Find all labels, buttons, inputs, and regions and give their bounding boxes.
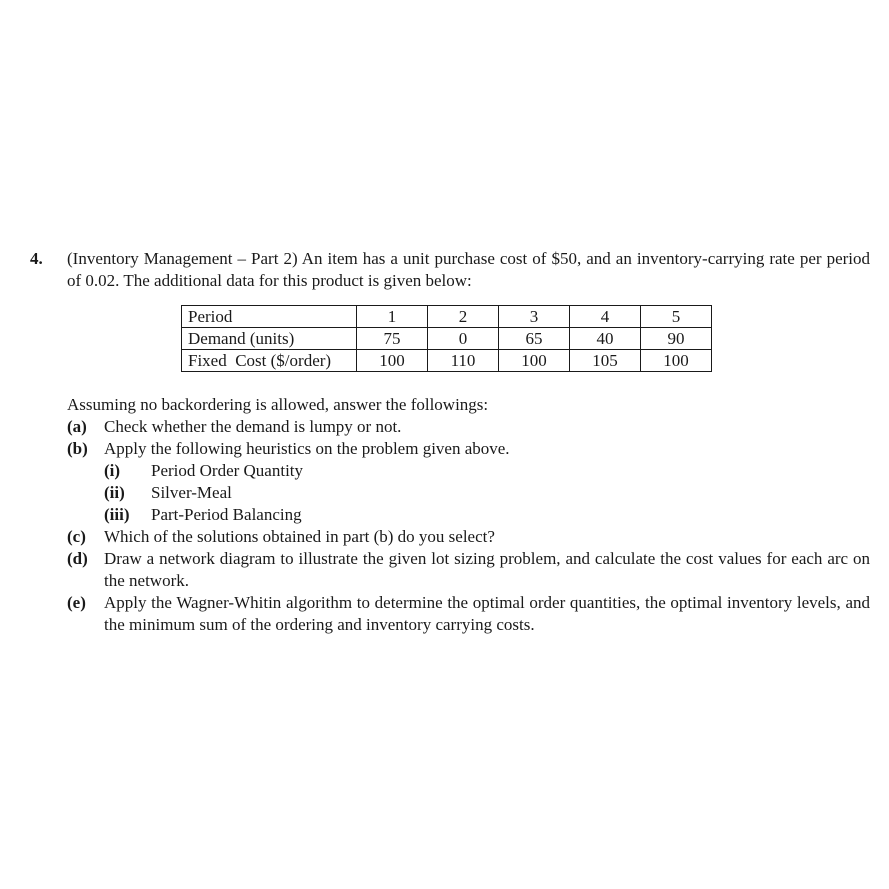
subpart-iii — [104, 504, 870, 526]
part-text: Apply the Wagner-Whitin algorithm to determine the optimal order quantities, the optimal inventory levels, and the minimum sum of the ordering and inventory carrying costs. — [104, 593, 870, 634]
subparts-list — [104, 460, 870, 526]
part-label: (c) — [67, 527, 86, 546]
subpart-ii — [104, 482, 870, 504]
part-label: (a) — [67, 417, 87, 436]
table-cell: 90 — [641, 328, 712, 350]
part-a — [67, 416, 870, 438]
table-row-demand — [182, 328, 712, 350]
row-label-fixed-cost: Fixed Cost ($/order) — [182, 350, 357, 372]
data-table — [181, 305, 712, 372]
row-label-period: Period — [182, 306, 357, 328]
part-text: Which of the solutions obtained in part (b) do you select? — [104, 527, 495, 546]
subpart-label: (i) — [104, 461, 121, 480]
table-cell: 0 — [428, 328, 499, 350]
part-c — [67, 526, 870, 548]
table-cell: 110 — [428, 350, 499, 372]
part-label: (b) — [67, 439, 88, 458]
question-header — [30, 248, 870, 292]
part-text: Apply the following heuristics on the problem given above. — [104, 439, 510, 458]
question-number: 4. — [30, 249, 43, 268]
subpart-text: Silver-Meal — [151, 483, 232, 502]
subpart-label: (iii) — [104, 505, 130, 524]
part-b — [67, 438, 870, 526]
subpart-label: (ii) — [104, 483, 125, 502]
row-label-demand: Demand (units) — [182, 328, 357, 350]
table-cell: 105 — [570, 350, 641, 372]
part-label: (d) — [67, 549, 88, 568]
subpart-text: Period Order Quantity — [151, 461, 304, 480]
part-text: Draw a network diagram to illustrate the given lot sizing problem, and calculate the cost values for each arc on the network. — [104, 549, 870, 590]
table-cell: 100 — [499, 350, 570, 372]
table-row-fixed-cost — [182, 350, 712, 372]
table-row-period — [182, 306, 712, 328]
subpart-i — [104, 460, 870, 482]
table-cell: 100 — [641, 350, 712, 372]
part-e — [67, 592, 870, 636]
table-cell: 3 — [499, 306, 570, 328]
table-cell: 2 — [428, 306, 499, 328]
table-cell: 75 — [357, 328, 428, 350]
question-text: (Inventory Management – Part 2) An item has a unit purchase cost of $50, and an inventory-carrying rate per period of 0.02. The additional data for this product is given below: — [67, 249, 870, 290]
table-cell: 4 — [570, 306, 641, 328]
part-label: (e) — [67, 593, 86, 612]
question-4 — [30, 248, 870, 636]
table-cell: 1 — [357, 306, 428, 328]
part-d — [67, 548, 870, 592]
table-cell: 65 — [499, 328, 570, 350]
instructions-intro: Assuming no backordering is allowed, answer the followings: — [67, 395, 489, 414]
parts-list — [30, 416, 870, 636]
subpart-text: Part-Period Balancing — [151, 505, 302, 524]
table-cell: 100 — [357, 350, 428, 372]
table-cell: 5 — [641, 306, 712, 328]
part-text: Check whether the demand is lumpy or not. — [104, 417, 402, 436]
table-cell: 40 — [570, 328, 641, 350]
